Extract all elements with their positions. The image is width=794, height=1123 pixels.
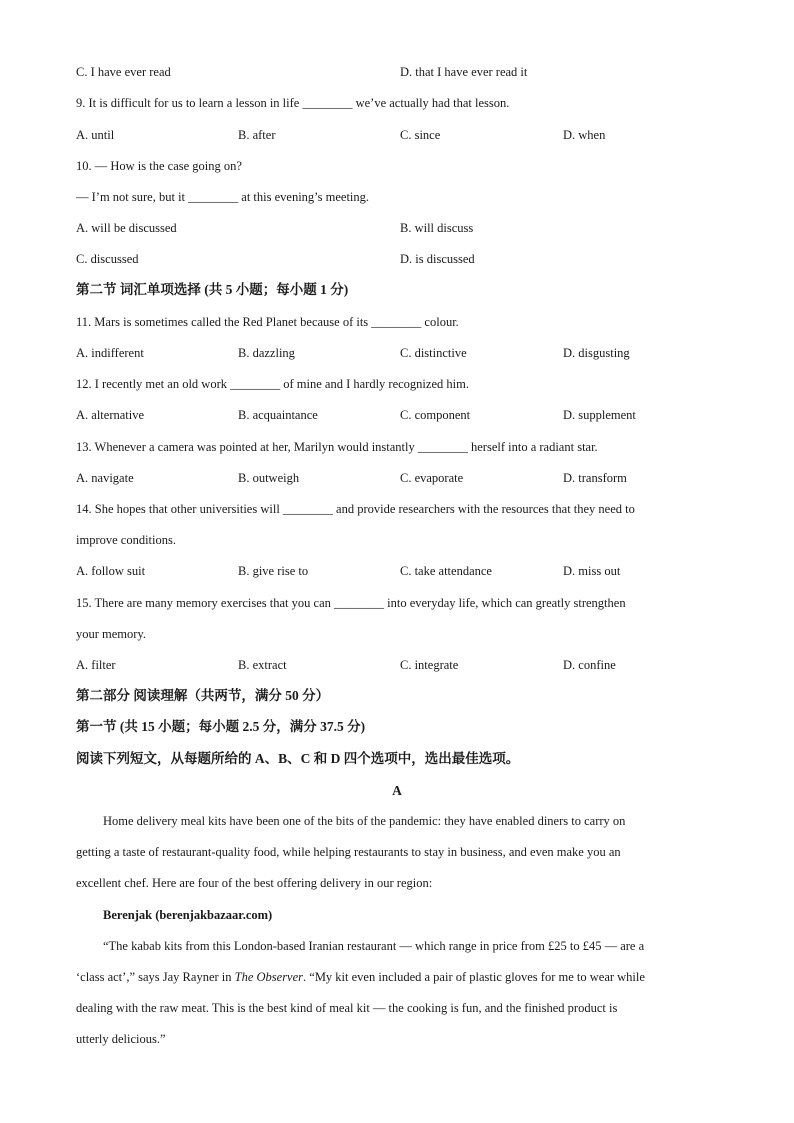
q9-stem: 9. It is difficult for us to learn a lesson in life ________ we’ve actually had that lesson.	[76, 96, 510, 110]
passage-para1-line2: getting a taste of restaurant-quality food, while helping restaurants to stay in business, and even make you an	[76, 845, 621, 859]
para2-line2-post: . “My kit even included a pair of plastic gloves for me to wear while	[303, 970, 645, 984]
passage-para2-line2	[76, 969, 645, 985]
publication-name: The Observer	[234, 970, 304, 984]
q11-option-a: A. indifferent	[76, 346, 144, 360]
q15-option-d: D. confine	[563, 658, 616, 672]
reading-instruction: 阅读下列短文，从每题所给的 A、B、C 和 D 四个选项中，选出最佳选项。	[76, 751, 520, 766]
q14-option-c: C. take attendance	[400, 564, 492, 578]
q15-stem: 15. There are many memory exercises that you can ________ into everyday life, which can greatly strengthen	[76, 596, 626, 610]
q14-stem-cont: improve conditions.	[76, 533, 176, 547]
q11-stem: 11. Mars is sometimes called the Red Planet because of its ________ colour.	[76, 315, 459, 329]
q14-option-d: D. miss out	[563, 564, 621, 578]
q10-option-d: D. is discussed	[400, 252, 475, 266]
q12-option-c: C. component	[400, 408, 471, 422]
q9-option-d: D. when	[563, 128, 606, 142]
q12-option-b: B. acquaintance	[238, 408, 318, 422]
q10-option-a: A. will be discussed	[76, 221, 177, 235]
q9-option-b: B. after	[238, 128, 276, 142]
passage-para1-line1: Home delivery meal kits have been one of the bits of the pandemic: they have enabled diners to carry on	[103, 814, 626, 828]
passage-letter: A	[392, 783, 402, 798]
q8-option-c: C. I have ever read	[76, 65, 171, 79]
q14-option-b: B. give rise to	[238, 564, 309, 578]
q11-option-b: B. dazzling	[238, 346, 295, 360]
q11-option-c: C. distinctive	[400, 346, 467, 360]
q15-option-c: C. integrate	[400, 658, 459, 672]
q9-option-a: A. until	[76, 128, 115, 142]
q10-stem: 10. — How is the case going on?	[76, 159, 242, 173]
q10-stem-reply: — I’m not sure, but it ________ at this evening’s meeting.	[76, 190, 370, 204]
passage-para2-line3: dealing with the raw meat. This is the best kind of meal kit — the cooking is fun, and the finished product is	[76, 1001, 618, 1015]
q15-option-b: B. extract	[238, 658, 287, 672]
q12-option-d: D. supplement	[563, 408, 636, 422]
q13-option-c: C. evaporate	[400, 471, 464, 485]
q13-stem: 13. Whenever a camera was pointed at her, Marilyn would instantly ________ herself into a radiant star.	[76, 440, 598, 454]
q14-option-a: A. follow suit	[76, 564, 146, 578]
q12-stem: 12. I recently met an old work ________ of mine and I hardly recognized him.	[76, 377, 469, 391]
q13-option-b: B. outweigh	[238, 471, 300, 485]
q10-option-c: C. discussed	[76, 252, 139, 266]
section2-heading: 第二节 词汇单项选择 (共 5 小题；每小题 1 分)	[76, 282, 349, 297]
passage-para2-line4: utterly delicious.”	[76, 1032, 166, 1046]
para2-line2-pre: ‘class act’,” says Jay Rayner in	[76, 970, 235, 984]
q11-option-d: D. disgusting	[563, 346, 630, 360]
passage-para1-line3: excellent chef. Here are four of the best offering delivery in our region:	[76, 876, 433, 890]
q13-option-d: D. transform	[563, 471, 627, 485]
q15-stem-cont: your memory.	[76, 627, 147, 641]
q14-stem: 14. She hopes that other universities will ________ and provide researchers with the resources that they need to	[76, 502, 635, 516]
passage-subheading: Berenjak (berenjakbazaar.com)	[103, 908, 273, 922]
q13-option-a: A. navigate	[76, 471, 134, 485]
q15-option-a: A. filter	[76, 658, 116, 672]
part2-heading: 第二部分 阅读理解（共两节，满分 50 分）	[76, 688, 330, 703]
q8-option-d: D. that I have ever read it	[400, 65, 528, 79]
q10-option-b: B. will discuss	[400, 221, 474, 235]
q12-option-a: A. alternative	[76, 408, 145, 422]
passage-para2-line1: “The kabab kits from this London-based Iranian restaurant — which range in price from £25 to £45 — are a	[103, 939, 645, 953]
part2-section1-heading: 第一节 (共 15 小题；每小题 2.5 分，满分 37.5 分)	[76, 719, 366, 734]
q9-option-c: C. since	[400, 128, 441, 142]
